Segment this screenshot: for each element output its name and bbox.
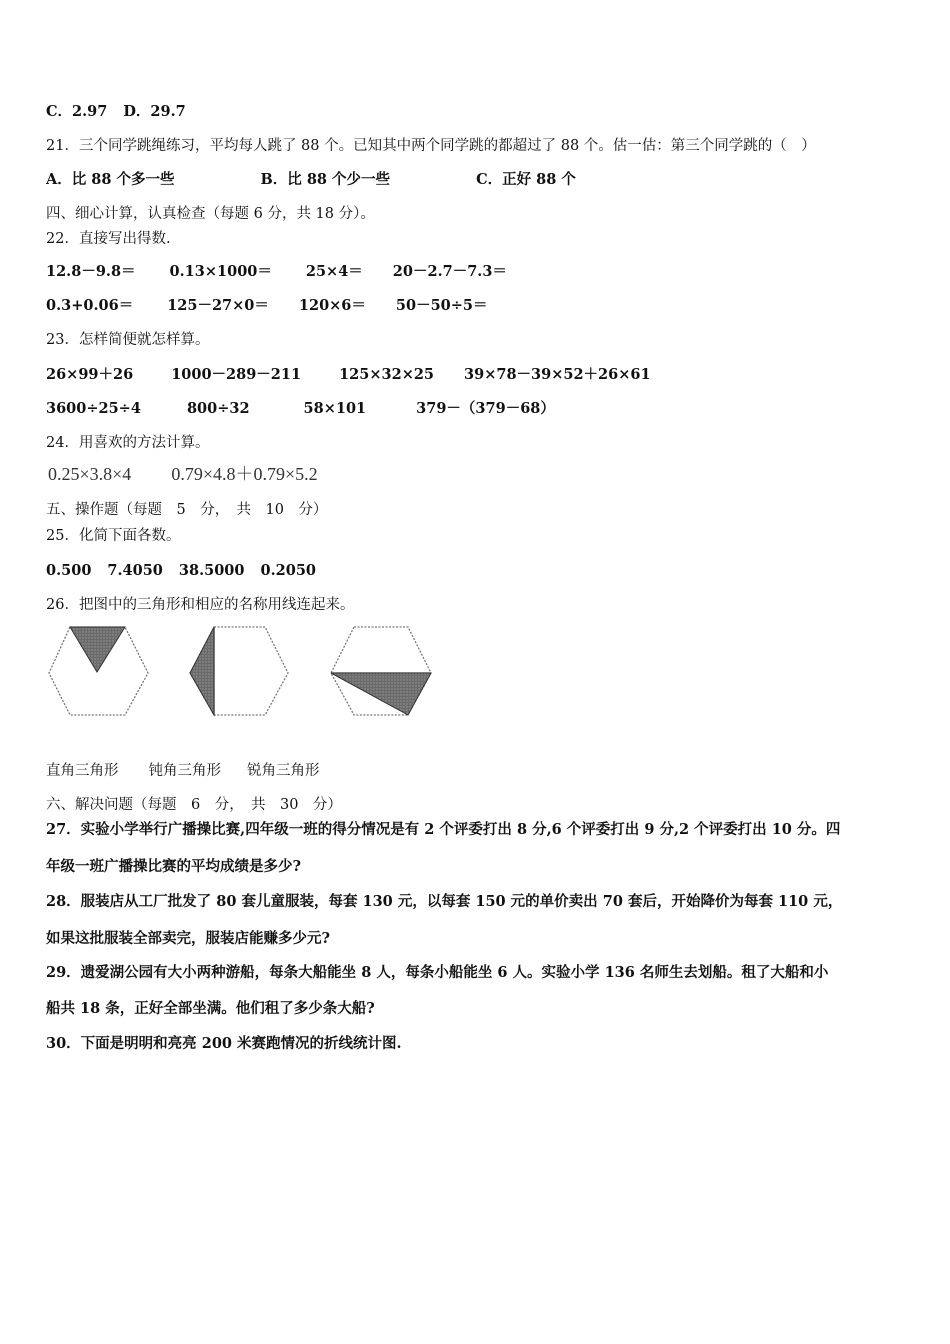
q20-option-c: C．2.97 xyxy=(46,103,108,120)
q23-expr: 800÷32 xyxy=(186,400,250,417)
q22-expr: 0.13×1000＝ xyxy=(169,263,272,280)
right-triangle-shape xyxy=(331,673,431,715)
q22-row-2 xyxy=(46,296,488,316)
q23-expr: 58×101 xyxy=(303,400,367,417)
q25-number: 38.5000 xyxy=(178,562,245,579)
q26-title: 26．把图中的三角形和相应的名称用线连起来。 xyxy=(46,597,355,613)
q25-title: 25．化简下面各数。 xyxy=(46,528,181,544)
q22-expr: 50－50÷5＝ xyxy=(395,297,488,314)
q20-option-d: D．29.7 xyxy=(123,103,186,120)
q25-number: 0.2050 xyxy=(260,562,316,579)
q22-expr: 25×4＝ xyxy=(305,263,363,280)
q29-line-2: 船共 18 条，正好全部坐满。他们租了多少条大船? xyxy=(46,1000,375,1017)
section-6-title: 六、解决问题（每题 6 分， 共 30 分） xyxy=(46,797,342,813)
q28-line-2: 如果这批服装全部卖完，服装店能赚多少元? xyxy=(46,930,330,947)
q22-title: 22．直接写出得数. xyxy=(46,231,171,247)
q25-numbers xyxy=(46,561,316,581)
q23-expr: 1000－289－211 xyxy=(171,366,302,383)
q22-expr: 120×6＝ xyxy=(298,297,366,314)
q24-expressions xyxy=(48,464,318,484)
acute-triangle-shape xyxy=(70,627,125,672)
q26-names xyxy=(46,761,320,781)
q24-expr: 0.79×4.8＋0.79×5.2 xyxy=(171,464,318,484)
q29-line-1: 29．遗爱湖公园有大小两种游船，每条大船能坐 8 人，每条小船能坐 6 人。实验小学 136 名师生去划船。租了大船和小 xyxy=(46,964,829,981)
name-obtuse-triangle: 钝角三角形 xyxy=(148,763,221,779)
q23-expr: 39×78－39×52＋26×61 xyxy=(464,366,651,383)
q22-expr: 0.3+0.06＝ xyxy=(46,297,134,314)
q24-expr: 0.25×3.8×4 xyxy=(48,464,132,484)
q23-expr: 379－（379－68） xyxy=(416,400,555,417)
section-5-title: 五、操作题（每题 5 分， 共 10 分） xyxy=(46,502,328,518)
q23-expr: 26×99＋26 xyxy=(46,366,134,383)
q22-row-1 xyxy=(46,262,507,282)
q21-options xyxy=(46,170,576,190)
obtuse-triangle-shape xyxy=(190,627,214,715)
q25-number: 0.500 xyxy=(46,562,92,579)
section-4-title: 四、细心计算，认真检查（每题 6 分，共 18 分）。 xyxy=(46,206,375,222)
q30-title: 30．下面是明明和亮亮 200 米赛跑情况的折线统计图. xyxy=(46,1035,402,1052)
q27-line-2: 年级一班广播操比赛的平均成绩是多少? xyxy=(46,858,301,875)
q21-option-c: C．正好 88 个 xyxy=(476,171,576,188)
q21-option-a: A．比 88 个多一些 xyxy=(46,171,175,188)
q28-line-1: 28．服装店从工厂批发了 80 套儿童服装，每套 130 元，以每套 150 元的单价卖出 70 套后，开始降价为每套 110 元， xyxy=(46,893,843,910)
name-right-triangle: 直角三角形 xyxy=(46,763,119,779)
hexagon-figure-3 xyxy=(331,627,431,715)
q25-number: 7.4050 xyxy=(107,562,163,579)
q23-expr: 3600÷25÷4 xyxy=(46,400,141,417)
name-acute-triangle: 锐角三角形 xyxy=(247,763,320,779)
q27-line-1: 27．实验小学举行广播操比赛,四年级一班的得分情况是有 2 个评委打出 8 分,6 个评委打出 9 分,2 个评委打出 10 分。四 xyxy=(46,821,841,838)
q23-title: 23．怎样简便就怎样算。 xyxy=(46,332,210,348)
q23-row-2 xyxy=(46,399,555,419)
q20-options xyxy=(46,102,186,122)
q22-expr: 125－27×0＝ xyxy=(167,297,269,314)
q21-question: 21．三个同学跳绳练习，平均每人跳了 88 个。已知其中两个同学跳的都超过了 88 个。估一估：第三个同学跳的（ ） xyxy=(46,138,816,154)
hexagon-figure-2 xyxy=(190,627,288,715)
q22-expr: 20－2.7－7.3＝ xyxy=(392,263,507,280)
hexagon-figure-1 xyxy=(49,627,148,715)
q23-row-1 xyxy=(46,365,651,385)
q21-option-b: B．比 88 个少一些 xyxy=(260,171,391,188)
q22-expr: 12.8－9.8＝ xyxy=(46,263,136,280)
hexagon-figures xyxy=(40,622,440,722)
q24-title: 24．用喜欢的方法计算。 xyxy=(46,435,210,451)
q23-expr: 125×32×25 xyxy=(339,366,435,383)
